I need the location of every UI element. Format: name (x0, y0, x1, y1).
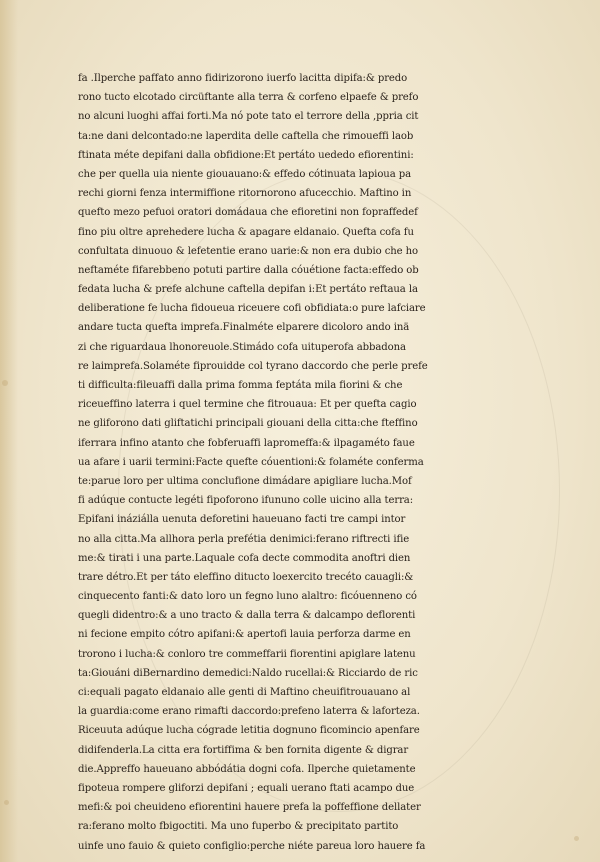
text-line: Epifani ináziálla uenuta deforetini haueuano facti tre campi intor (78, 514, 406, 526)
text-line: rechi giorni fenza intermiffione ritornorono afucecchio. Maftino in (78, 188, 412, 200)
text-line: me:& tirati i una parte.Laquale cofa decte commodita anoftri dien (78, 552, 411, 564)
text-line: ta:ne dani delcontado:ne laperdita delle caftella che rimoueffi laob (78, 130, 414, 142)
text-line: che per quella uia niente giouauano:& effedo cótinuata lapioua pa (78, 168, 411, 180)
text-line: re laimprefa.Solaméte fiprouidde col tyrano daccordo che perle prefe (78, 360, 428, 372)
text-line: fipoteua rompere gliforzi depifani ; equali uerano ftati acampo due (78, 782, 415, 794)
text-line: la guardia:come erano rimafti daccordo:prefeno laterra & laforteza. (78, 706, 420, 718)
text-line: te:parue loro per ultima conclufione dimádare apigliare lucha.Mof (78, 475, 412, 487)
text-line: mefi:& poi cheuideno efiorentini hauere prefa la poffeffione dellater (78, 802, 421, 814)
text-line: quegli didentro:& a uno tracto & dalla terra & dalcampo deflorenti (78, 610, 416, 622)
text-line: quefto mezo pefuoi oratori domádaua che efioretini non fopraffedef (78, 207, 418, 219)
paper-stain (2, 380, 8, 386)
text-line: trorono i lucha:& conloro tre commeffarii fiorentini apiglare latenu (78, 648, 416, 660)
text-line: cinquecento fanti:& dato loro un fegno luno alaltro: ficóuenneno có (78, 591, 417, 603)
text-line: zi che riguardaua lhonoreuole.Stimádo cofa uituperofa abbadona (78, 341, 406, 353)
text-line: ra:ferano molto fbigoctiti. Ma uno fuperbo & precipitato partito (78, 821, 399, 833)
text-line: fedata lucha & prefe alchune caftella depifan i:Et pertáto reftaua la (78, 284, 418, 296)
text-line: ne gliforono dati gliftatichi principali giouani della citta:che fteffino (78, 418, 418, 430)
text-line: neftaméte fifarebbeno potuti partire dalla cóuétione facta:effedo ob (78, 264, 419, 276)
text-line: andare tucta quefta imprefa.Finalméte elparere dicoloro ando inä (78, 322, 410, 334)
text-line: confultata dinuouo & lefetentie erano uarie:& non era dubio che ho (78, 245, 419, 257)
text-line: ti difficulta:fileuaffi dalla prima fomma feptáta mila fiorini & che (78, 380, 403, 391)
text-block (78, 69, 448, 856)
text-line: Riceuuta adúque lucha cógrade letitia dognuno ficomincio apenfare (78, 725, 420, 737)
text-line: uinfe uno fauio & quieto configlio:perche niéte pareua loro hauere fa (78, 840, 426, 852)
text-line: no alla citta.Ma allhora perla prefétia denimici:ferano riftrecti ifie (78, 533, 410, 545)
text-line: ci:equali pagato eldanaio alle genti di Maftino cheuifitrouauano al (78, 687, 411, 698)
text-line: trare détro.Et per táto eleffino ditucto loexercito trecéto cauagli:& (78, 571, 414, 583)
text-line: fi adúque contucte legéti fipoforono ifununo colle uicino alla terra: (78, 495, 414, 507)
paper-stain (4, 800, 9, 805)
text-line: riceueffino laterra i quel termine che fitrouaua: Et per quefta cagio (78, 399, 417, 411)
text-line: ftinata méte depifani dalla obfidione:Et pertáto uededo efiorentini: (78, 149, 414, 161)
text-line: deliberatione fe lucha fidoueua riceuere cofi obfidiata:o pure lafciare (78, 303, 426, 315)
text-line: rono tucto elcotado circüftante alla terra & corfeno elpaefe & prefo (78, 92, 419, 104)
page-edge-shadow (0, 0, 18, 862)
text-line: ta:Giouáni diBernardino demedici:Naldo rucellai:& Ricciardo de ric (78, 667, 418, 679)
text-line: no alcuni luoghi affai forti.Ma nó pote tato el terrore della ,ppria cit (78, 111, 419, 123)
text-line: ua afare i uarii termini:Facte quefte cóuentioni:& folaméte conferma (78, 456, 424, 468)
paper-stain (574, 836, 579, 841)
text-line: iferrara infino atanto che fobferuaffi lapromeffa:& ilpagaméto faue (78, 437, 415, 449)
text-line: fa .Ilperche paffato anno fidirizorono iuerfo lacitta dipifa:& predo (78, 73, 408, 84)
text-line: fino piu oltre aprehedere lucha & apagare eldanaio. Quefta cofa fu (78, 226, 414, 238)
text-line: ni fecione empito cótro apifani:& apertofi lauia perforza darme en (78, 629, 411, 641)
text-line: didifenderla.La citta era fortiffima & ben fornita digente & digrar (78, 744, 409, 756)
text-line: die.Appreffo haueuano abbódátia dogni cofa. Ilperche quietamente (78, 763, 416, 775)
